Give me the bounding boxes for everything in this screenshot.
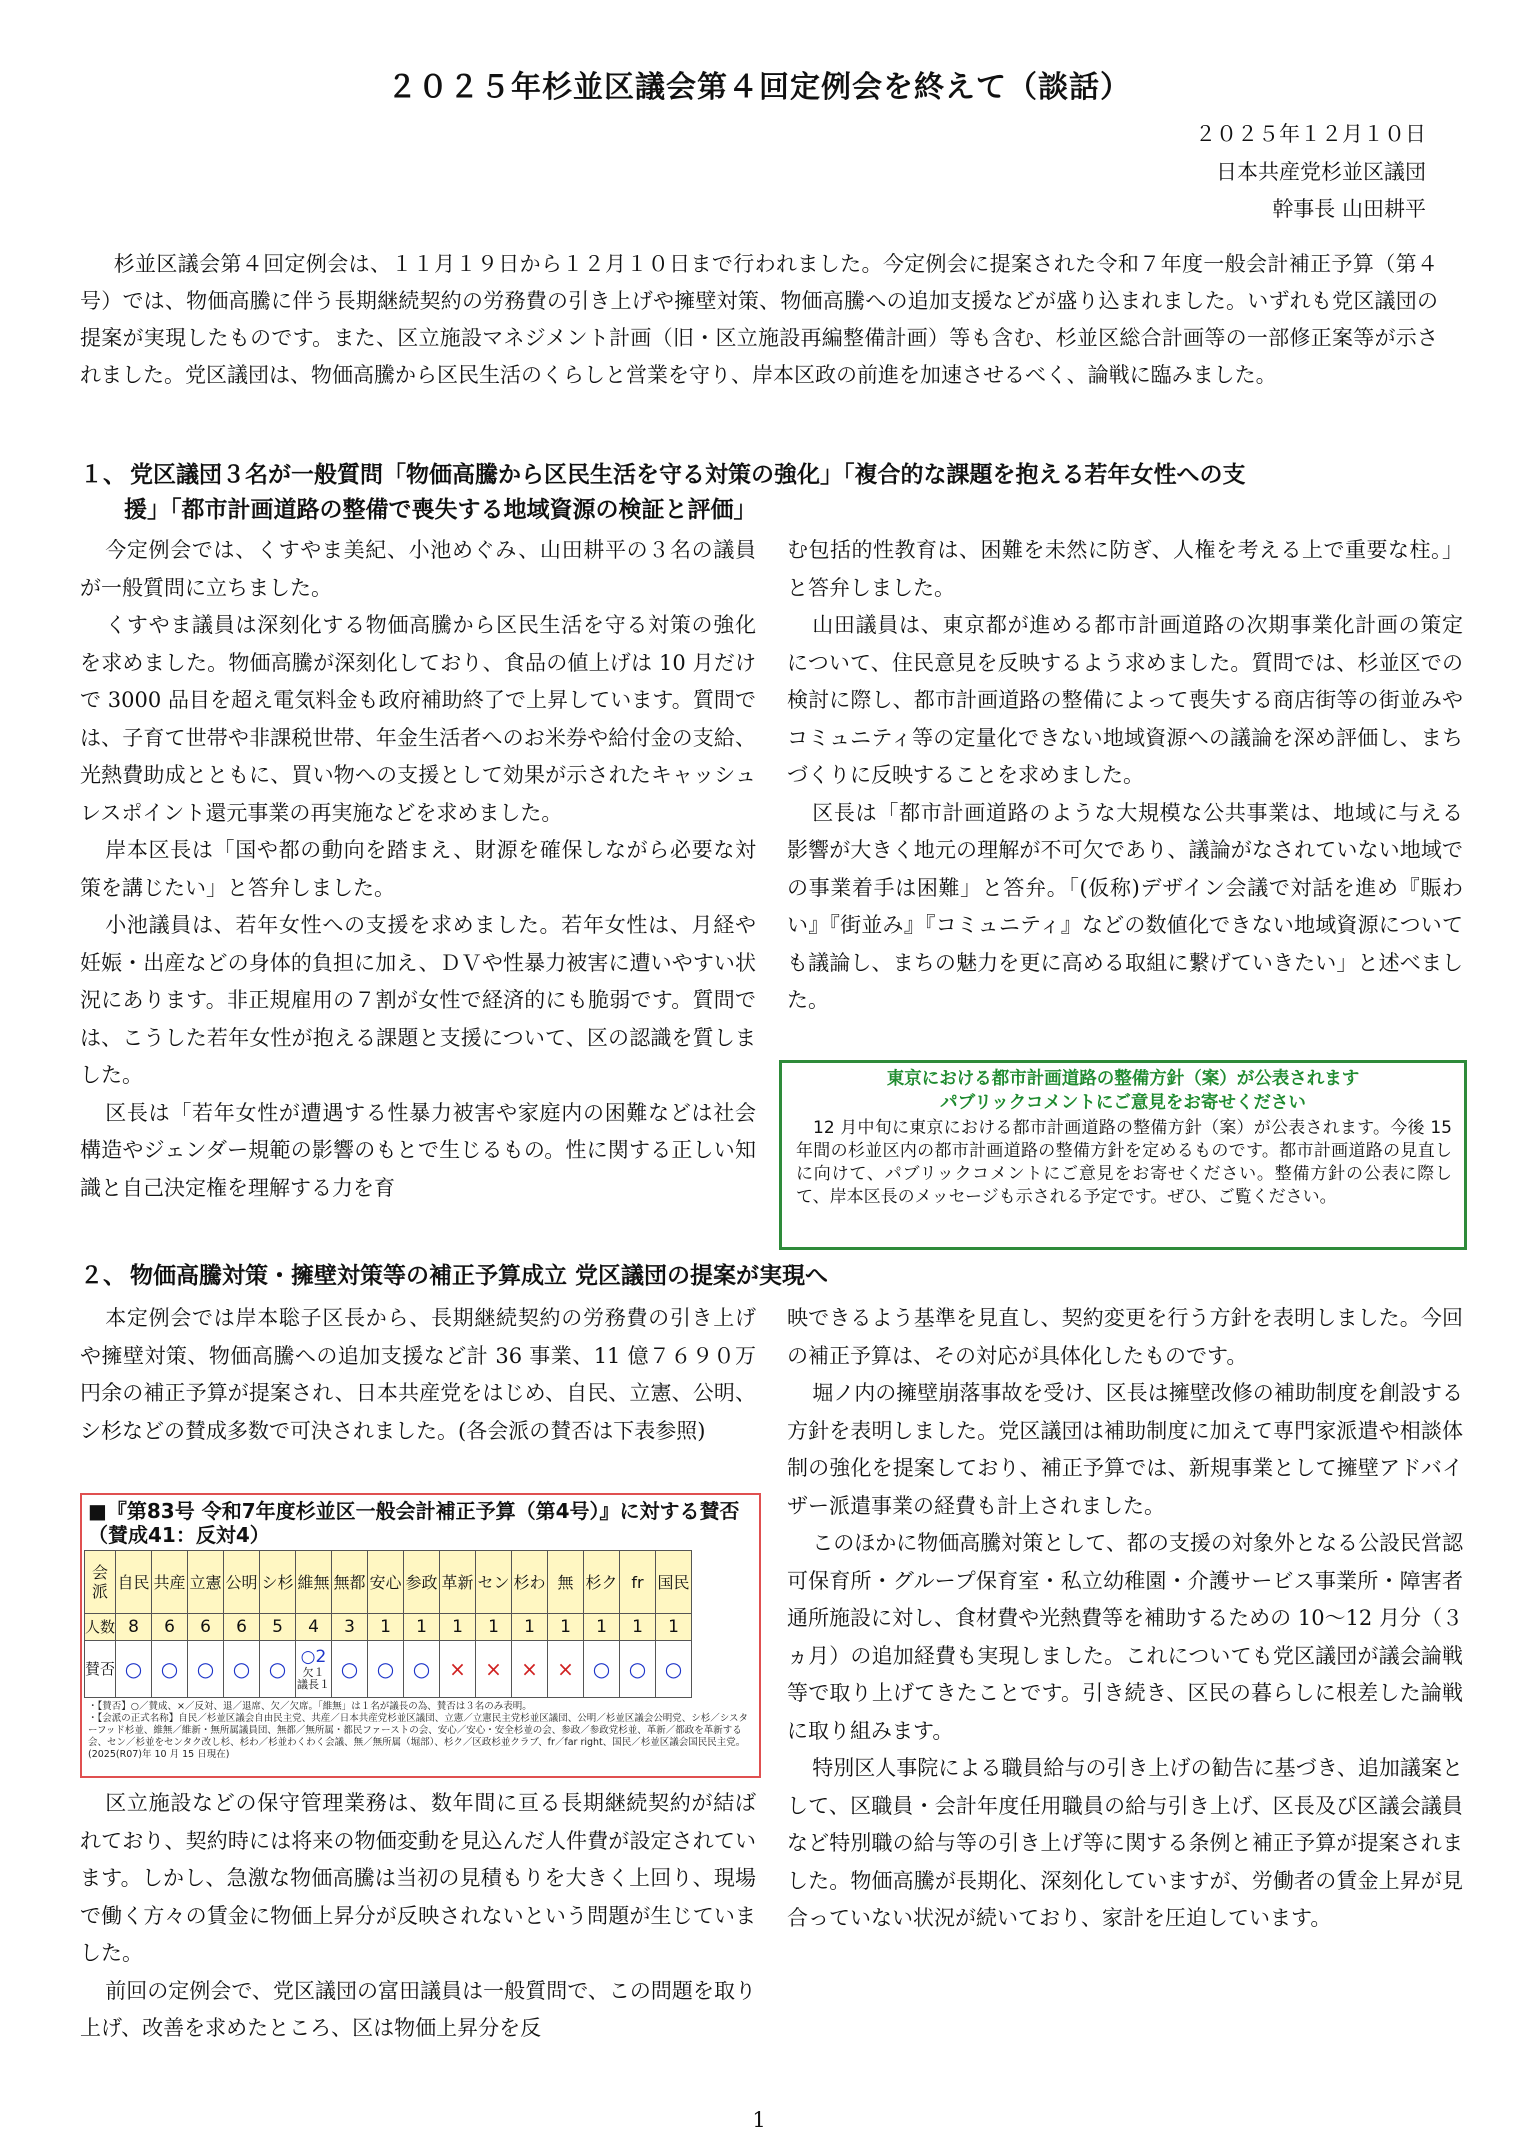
party-cell: 維無 (296, 1551, 332, 1614)
paragraph: 本定例会では岸本聡子区長から、長期継続契約の労務費の引き上げや擁壁対策、物価高騰への追加支援など計 36 事業、11 億７６９０万円余の補正予算が提案され、日本共産党をはじめ、自民、立憲、公明、シ杉などの賛成多数で可決されました。(各会派の賛否は下表参照) (80, 1306, 756, 1443)
paragraph: くすやま議員は深刻化する物価高騰から区民生活を守る対策の強化を求めました。物価高騰が深刻化しており、食品の値上げは 10 月だけで 3000 品目を超え電気料金も政府補助終了で上昇しています。質問では、子育て世帯や非課税世帯、年金生活者へのお米券や給付金の支給、光熱費助成とともに、買い物への支援として効果が示されたキャッシュレスポイント還元事業の再実施などを求めました。 (80, 613, 756, 825)
party-cell: 革新 (440, 1551, 476, 1614)
vote-cell: ○ (368, 1641, 404, 1698)
count-cell: 3 (332, 1614, 368, 1641)
vote-cell (296, 1641, 332, 1698)
party-cell: 国民 (656, 1551, 692, 1614)
paragraph: 今定例会では、くすやま美紀、小池めぐみ、山田耕平の３名の議員が一般質問に立ちました。 (80, 538, 756, 600)
party-cell: 無 (548, 1551, 584, 1614)
paragraph: 小池議員は、若年女性への支援を求めました。若年女性は、月経や妊娠・出産などの身体的負担に加え、ＤＶや性暴力被害に遭いやすい状況にあります。非正規雇用の７割が女性で経済的にも脆弱です。質問では、こうした若年女性が抱える課題と支援について、区の認識を質しました。 (80, 913, 756, 1087)
count-cell: 1 (512, 1614, 548, 1641)
vote-note: 欠１ 議長１ (297, 1665, 330, 1691)
count-cell: 1 (404, 1614, 440, 1641)
row-label: 賛否 (85, 1641, 116, 1698)
public-comment-notice-box (779, 1060, 1467, 1250)
intro-text: 杉並区議会第４回定例会は、１１月１９日から１２月１０日まで行われました。今定例会に提案された令和７年度一般会計補正予算（第４号）では、物価高騰に伴う長期継続契約の労務費の引き上げや擁壁対策、物価高騰への追加支援などが盛り込まれました。いずれも党区議団の提案が実現したものです。また、区立施設マネジメント計画（旧・区立施設再編整備計画）等も含む、杉並区総合計画等の一部修正案等が示されました。党区議団は、物価高騰から区民生活のくらしと営業を守り、岸本区政の前進を加速させるべく、論戦に臨みました。 (80, 252, 1438, 387)
vote-cell: ○ (224, 1641, 260, 1698)
count-cell: 6 (224, 1614, 260, 1641)
intro-paragraph (80, 246, 1438, 394)
member-count-row (85, 1614, 692, 1641)
organization-name: 日本共産党杉並区議団 (1216, 160, 1426, 184)
section-1-heading-line1: 党区議団３名が一般質問「物価高騰から区民生活を守る対策の強化」「複合的な課題を抱える若年女性への支 (130, 462, 1246, 488)
vote-cell: ○ (656, 1641, 692, 1698)
section-1-number: １、 (80, 462, 126, 488)
paragraph: 映できるよう基準を見直し、契約変更を行う方針を表明しました。今回の補正予算は、その対応が具体化したものです。 (787, 1306, 1463, 1368)
party-cell: 自民 (116, 1551, 152, 1614)
party-cell: セン (476, 1551, 512, 1614)
paragraph: 区立施設などの保守管理業務は、数年間に亘る長期継続契約が結ばれており、契約時には将来の物価変動を見込んだ人件費が設定されています。しかし、急激な物価高騰は当初の見積もりを大きく上回り、現場で働く方々の賃金に物価上昇分が反映されないという問題が生じていました。 (80, 1791, 756, 1965)
party-cell: 参政 (404, 1551, 440, 1614)
row-label: 人数 (85, 1614, 116, 1641)
vote-cell: × (440, 1641, 476, 1698)
page-number: 1 (752, 2108, 766, 2132)
vote-cell: ○ (584, 1641, 620, 1698)
vote-cell: × (548, 1641, 584, 1698)
count-cell: 5 (260, 1614, 296, 1641)
count-cell: 1 (548, 1614, 584, 1641)
paragraph: 区長は「都市計画道路のような大規模な公共事業は、地域に与える影響が大きく地元の理解が不可欠であり、議論がなされていない地域での事業着手は困難」と答弁。「(仮称)デザイン会議で対話を進め『賑わい』『街並み』『コミュニティ』などの数値化できない地域資源についても議論し、まちの魅力を更に高める取組に繋げていきたい」と述べました。 (787, 800, 1463, 1012)
vote-cell: ○ (116, 1641, 152, 1698)
party-cell: 安心 (368, 1551, 404, 1614)
paragraph: 前回の定例会で、党区議団の富田議員は一般質問で、この問題を取り上げ、改善を求めたところ、区は物価上昇分を反 (80, 1978, 756, 2040)
count-cell: 6 (152, 1614, 188, 1641)
count-cell: 1 (584, 1614, 620, 1641)
vote-note-party-names: ・【会派の正式名称】自民／杉並区議会自由民主党、共産／日本共産党杉並区議団、立憲／立憲民主党杉並区議団、公明／杉並区議会公明党、シ杉／シスターフッド杉並、維無／維新・無所属議員団、無都／無所属・都民ファーストの会、安心／安心・安全杉並の会、参政／参政党杉並、革新／都政を革新する会、セン／杉並をセンタク改し杉、杉わ／杉並わくわく会議、無／無所属（堀部）、杉ク／区政杉並クラブ、fr／far right、国民／杉並区議会国民民主党。(2025(R07)年 10 月 15 日現在) (88, 1713, 748, 1760)
vote-cell: × (476, 1641, 512, 1698)
section-2-left-column-bottom (80, 1785, 756, 2048)
section-1-right-column (787, 532, 1463, 1020)
vote-cell: ○ (188, 1641, 224, 1698)
notice-body: 12 月中旬に東京における都市計画道路の整備方針（案）が公表されます。今後 15 年間の杉並区内の都市計画道路の整備方針を定めるものです。都市計画道路の見直しに向けて、パブリックコメントにご意見をお寄せください。整備方針の公表に際して、岸本区長のメッセージも示される予定です。ぜひ、ご覧ください。 (796, 1118, 1452, 1207)
count-cell: 1 (656, 1614, 692, 1641)
count-cell: 1 (440, 1614, 476, 1641)
paragraph: このほかに物価高騰対策として、都の支援の対象外となる公設民営認可保育所・グループ保育室・私立幼稚園・介護サービス事業所・障害者通所施設に対し、食材費や光熱費等を補助するための 10～12 月分（３ヵ月）の追加経費も実現しました。これについても党区議団が議会論戦等で取り上げてきたことです。引き続き、区民の暮らしに根差した論戦に取り組みます。 (787, 1531, 1463, 1743)
vote-table-notes (82, 1698, 759, 1761)
paragraph: 特別区人事院による職員給与の引き上げの勧告に基づき、追加議案として、区職員・会計年度任用職員の給与引き上げ、区長及び区議会議員など特別職の給与等の引き上げ等に関する条例と補正予算が提案されました。物価高騰が長期化、深刻化していますが、労働者の賃金上昇が見合っていない状況が続いており、家計を圧迫しています。 (787, 1756, 1463, 1930)
section-2-right-column (787, 1300, 1463, 1938)
count-cell: 1 (620, 1614, 656, 1641)
section-2-left-column-top (80, 1300, 756, 1450)
section-2-heading (80, 1259, 1460, 1294)
vote-cell: ○ (152, 1641, 188, 1698)
author-name: 幹事長 山田耕平 (1272, 197, 1426, 221)
party-cell: 立憲 (188, 1551, 224, 1614)
party-cell: fr (620, 1551, 656, 1614)
paragraph: む包括的性教育は、困難を未然に防ぎ、人権を考える上で重要な柱。」と答弁しました。 (787, 538, 1463, 600)
vote-table (84, 1550, 692, 1698)
count-cell: 6 (188, 1614, 224, 1641)
paragraph: 堀ノ内の擁壁崩落事故を受け、区長は擁壁改修の補助制度を創設する方針を表明しました。党区議団は補助制度に加えて専門家派遣や相談体制の強化を提案しており、補正予算では、新規事業として擁壁アドバイザー派遣事業の経費も計上されました。 (787, 1381, 1463, 1518)
vote-cell: × (512, 1641, 548, 1698)
vote-results-table-box (80, 1493, 761, 1778)
party-cell: 共産 (152, 1551, 188, 1614)
vote-cell: ○ (332, 1641, 368, 1698)
notice-title-line2: パブリックコメントにご意見をお寄せください (940, 1093, 1306, 1113)
vote-note-legend: ・【賛否】○／賛成、×／反対、退／退席、欠／欠席。「維無」は１名が議長の為、賛否は３名のみ表明。 (88, 1701, 532, 1712)
section-1-heading (80, 458, 1460, 528)
section-2-number: ２、 (80, 1263, 126, 1289)
party-name-row (85, 1551, 692, 1614)
count-cell: 1 (476, 1614, 512, 1641)
party-cell: 杉わ (512, 1551, 548, 1614)
section-2-heading-text: 物価高騰対策・擁壁対策等の補正予算成立 党区議団の提案が実現へ (130, 1263, 829, 1289)
section-1-left-column (80, 532, 756, 1207)
party-cell: 公明 (224, 1551, 260, 1614)
paragraph: 岸本区長は「国や都の動向を踏まえ、財源を確保しながら必要な対策を講じたい」と答弁しました。 (80, 838, 756, 900)
document-title: ２０２５年杉並区議会第４回定例会を終えて（談話） (387, 70, 1131, 105)
row-label: 会派 (85, 1551, 116, 1614)
paragraph: 区長は「若年女性が遭遇する性暴力被害や家庭内の困難などは社会構造やジェンダー規範の影響のもとで生じるもの。性に関する正しい知識と自己決定権を理解する力を育 (80, 1100, 756, 1200)
count-cell: 4 (296, 1614, 332, 1641)
count-cell: 8 (116, 1614, 152, 1641)
party-cell: シ杉 (260, 1551, 296, 1614)
vote-value: ○2 (300, 1646, 327, 1667)
vote-cell: ○ (260, 1641, 296, 1698)
paragraph: 山田議員は、東京都が進める都市計画道路の次期事業化計画の策定について、住民意見を反映するよう求めました。質問では、杉並区での検討に際し、都市計画道路の整備によって喪失する商店街等の街並みやコミュニティ等の定量化できない地域資源への議論を深め評価し、まちづくりに反映することを求めました。 (787, 613, 1463, 787)
vote-cell: ○ (404, 1641, 440, 1698)
party-cell: 杉ク (584, 1551, 620, 1614)
party-cell: 無都 (332, 1551, 368, 1614)
count-cell: 1 (368, 1614, 404, 1641)
notice-title-line1: 東京における都市計画道路の整備方針（案）が公表されます (886, 1069, 1360, 1089)
vote-row (85, 1641, 692, 1698)
document-date: ２０２５年１２月１０日 (1195, 122, 1426, 146)
vote-cell: ○ (620, 1641, 656, 1698)
section-1-heading-line2: 援」「都市計画道路の整備で喪失する地域資源の検証と評価」 (124, 497, 757, 523)
vote-table-title: ■『第83号 令和7年度杉並区一般会計補正予算（第4号）』に対する賛否 （賛成41：反対4） (88, 1499, 740, 1547)
